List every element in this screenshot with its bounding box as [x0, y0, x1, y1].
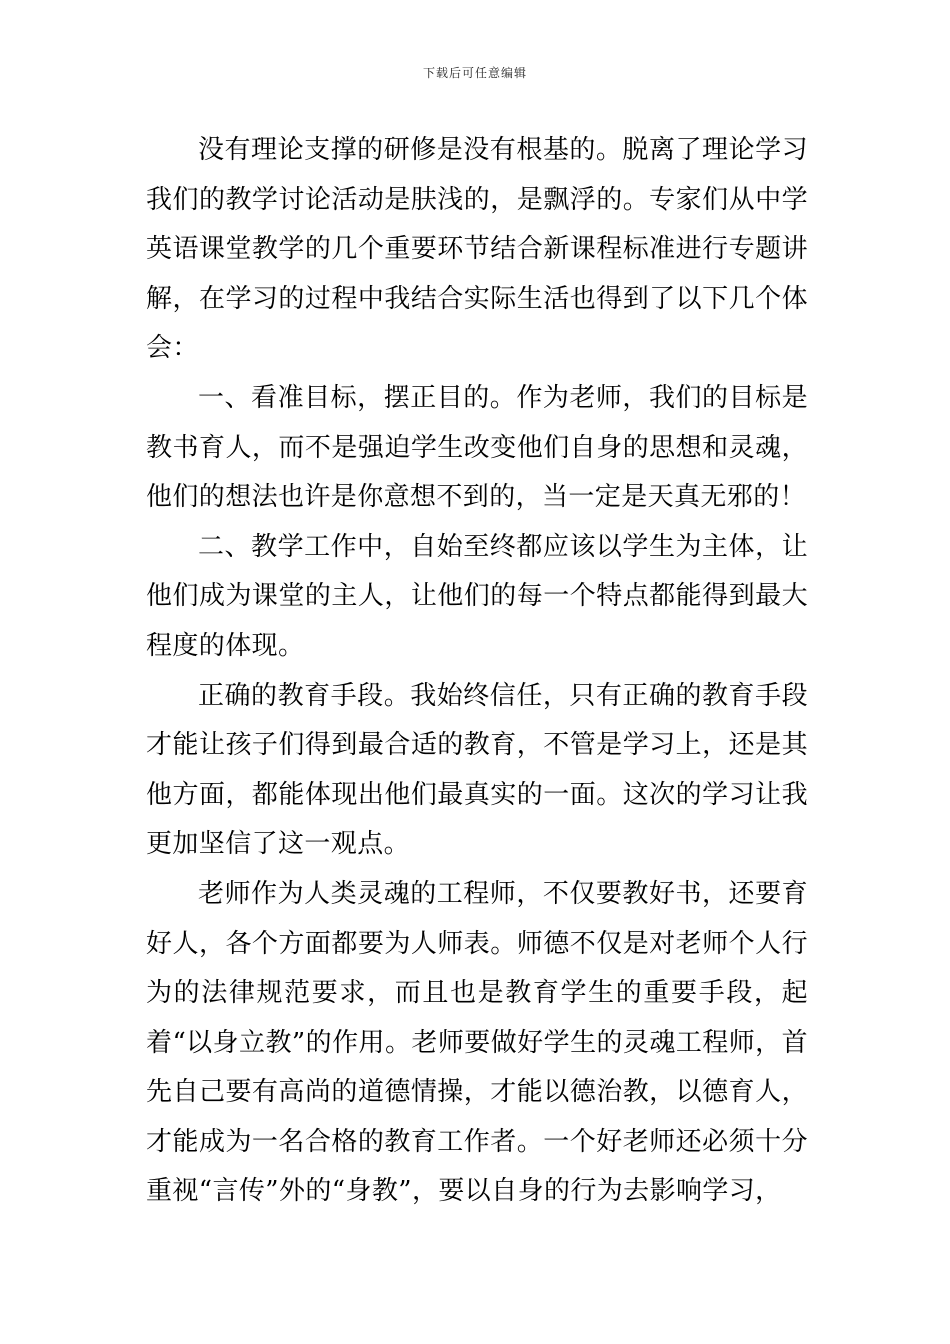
- paragraph-education-means: 正确的教育手段。我始终信任，只有正确的教育手段才能让孩子们得到最合适的教育，不管是学习上，还是其他方面，都能体现出他们最真实的一面。这次的学习让我更加坚信了这一观点。: [146, 680, 808, 860]
- paragraph-theory: 没有理论支撑的研修是没有根基的。脱离了理论学习我们的教学讨论活动是肤浅的，是飘浮的。专家们从中学英语课堂教学的几个重要环节结合新课程标准进行专题讲解，在学习的过程中我结合实际生活也得到了以下几个体会：: [146, 135, 808, 364]
- header-note: 下载后可任意编辑: [422, 66, 527, 80]
- paragraph-student-centered: 二、教学工作中，自始至终都应该以学生为主体，让他们成为课堂的主人，让他们的每一个特点都能得到最大程度的体现。: [146, 531, 808, 661]
- paragraph-teacher-ethics: 老师作为人类灵魂的工程师，不仅要教好书，还要育好人，各个方面都要为人师表。师德不仅是对老师个人行为的法律规范要求，而且也是教育学生的重要手段，起着“以身立教”的作用。老师要做好学生的灵魂工程师，首先自己要有高尚的道德情操，才能以德治教，以德育人，才能成为一名合格的教育工作者。一个好老师还必须十分重视“言传”外的“身教”，要以自身的行为去影响学习，: [146, 878, 808, 1207]
- paragraph-goal: 一、看准目标，摆正目的。作为老师，我们的目标是教书育人，而不是强迫学生改变他们自身的思想和灵魂，他们的想法也许是你意想不到的，当一定是天真无邪的！: [146, 382, 808, 513]
- document-body: [146, 126, 808, 1217]
